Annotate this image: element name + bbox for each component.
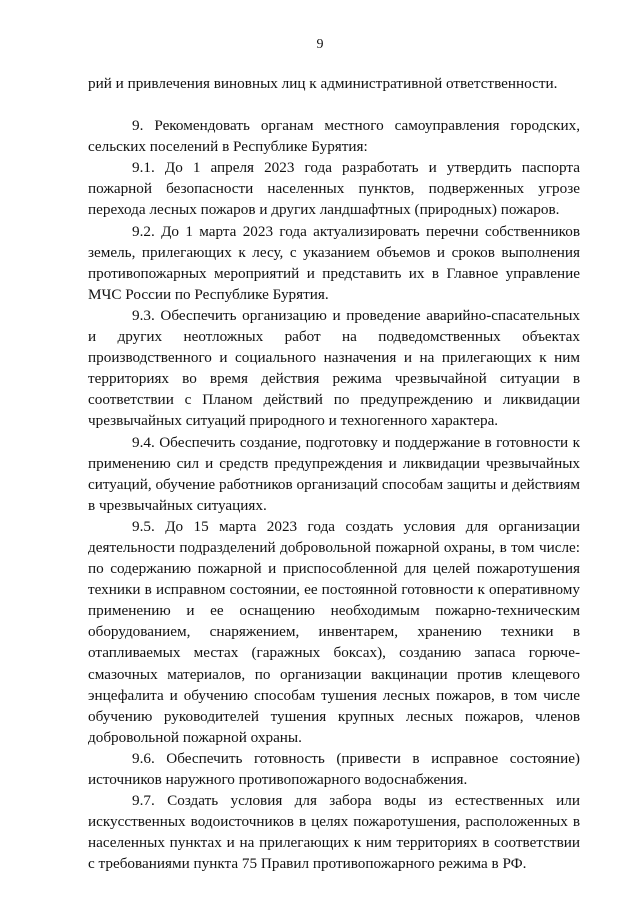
paragraph-item-9-2: 9.2. До 1 марта 2023 года актуализировать перечни собственников земель, прилегающих к лесу, с указанием объемов и сроков выполнения противопожарных мероприятий и представить их в Главное управление МЧС России по Республике Бурятия.	[88, 222, 580, 303]
paragraph-item-9-5: 9.5. До 15 марта 2023 года создать условия для организации деятельности подразделений добровольной пожарной охраны, в том числе: по содержанию пожарной и приспособленной для целей пожаротушения техники в исправном состоянии, ее постоянной готовности к оперативному применению и ее оснащению необходимым пожарно-техническим оборудованием, снаряжением, инвентарем, хранению техники в отапливаемых местах (гаражных боксах), созданию запаса горюче-смазочных материалов, по организации вакцинации против клещевого энцефалита и обучению способам тушения лесных пожаров, в том числе обучению руководителей тушения крупных лесных пожаров, членов добровольной пожарной охраны.	[88, 517, 580, 746]
paragraph-item-9-3: 9.3. Обеспечить организацию и проведение аварийно-спасательных и других неотложных работ на подведомственных объектах производственного и социального назначения и на прилегающих к ним территориях во время действия режима чрезвычайной ситуации в соответствии с Планом действий по предупреждению и ликвидации чрезвычайных ситуаций природного и техногенного характера.	[88, 306, 580, 430]
paragraph-item-9: 9. Рекомендовать органам местного самоуправления городских, сельских поселений в Республике Бурятия:	[88, 117, 580, 156]
paragraph-item-9-6: 9.6. Обеспечить готовность (привести в исправное состояние) источников наружного противопожарного водоснабжения.	[88, 749, 580, 788]
page-number: 9	[316, 37, 324, 52]
paragraph-item-9-4: 9.4. Обеспечить создание, подготовку и поддержание в готовности к применению сил и средств предупреждения и ликвидации чрезвычайных ситуаций, обучение работников организаций способам защиты и действиям в чрезвычайных ситуациях.	[88, 433, 580, 514]
paragraph-continuation: рий и привлечения виновных лиц к административной ответственности.	[88, 75, 558, 92]
paragraph-item-9-7: 9.7. Создать условия для забора воды из естественных или искусственных водоисточников в целях пожаротушения, расположенных в населенных пунктах и на прилегающих к ним территориях в соответствии с требованиями пункта 75 Правил противопожарного режима в РФ.	[88, 792, 580, 873]
document-body	[88, 73, 580, 874]
paragraph-item-9-1: 9.1. До 1 апреля 2023 года разработать и утвердить паспорта пожарной безопасности населенных пунктов, подверженных угрозе перехода лесных пожаров и других ландшафтных (природных) пожаров.	[88, 159, 580, 219]
